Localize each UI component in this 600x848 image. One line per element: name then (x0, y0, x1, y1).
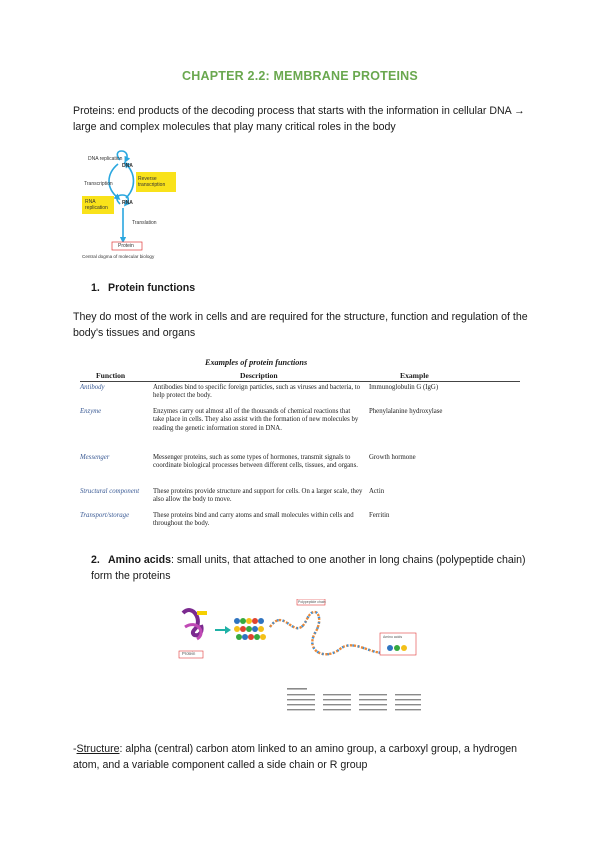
table-row-1-function: Antibody (80, 384, 105, 391)
polypeptide-chain (270, 612, 390, 654)
protein-label: Protein (118, 243, 134, 249)
structure-paragraph (73, 741, 538, 773)
table-header-description: Description (240, 371, 278, 380)
page-title: CHAPTER 2.2: MEMBRANE PROTEINS (182, 69, 418, 83)
table-row-3-example: Growth hormone (369, 454, 416, 461)
rna-label: RNA (122, 200, 133, 206)
dogma-caption: Central dogma of molecular biology (82, 254, 155, 259)
table-row-1-example: Immunoglobulin G (IgG) (369, 384, 439, 391)
section-2-text: : small units, that attached to one another in long chains (polypeptide chain) form the proteins (91, 554, 526, 582)
table-row-4-example: Actin (369, 488, 385, 495)
protein-figure-label: Protein (182, 651, 196, 656)
section-2-paragraph (91, 552, 531, 584)
dna-label-top: DNA (122, 163, 133, 169)
section-2-number: 2. (91, 554, 100, 566)
table-row-1-description: Antibodies bind to specific foreign particles, such as viruses and bacteria, to help protect the body. (153, 384, 361, 400)
protein-functions-table (80, 358, 520, 528)
table-row-4-function: Structural component (80, 488, 140, 495)
table-row-4-description: These proteins provide structure and support for cells. On a larger scale, they also allow the body to move. (153, 488, 363, 504)
table-row-5-example: Ferritin (369, 512, 390, 519)
amino-acids-figure-label: Amino acids (383, 635, 403, 639)
structure-text: : alpha (central) carbon atom linked to an amino group, a carboxyl group, a hydrogen atom, and a variable component called a side chain or R group (73, 743, 518, 771)
transcription-label: Transcription (84, 181, 113, 187)
table-header-example: Example (400, 371, 429, 380)
intro-paragraph: Proteins: end products of the decoding process that starts with the information in cellular DNA → large and complex molecules that play many critical roles in the body (73, 105, 525, 133)
table-row-3-description: Messenger proteins, such as some types of hormones, transmit signals to coordinate biological processes between different cells, tissues, and organs. (153, 454, 358, 470)
amino-acid-legend (175, 687, 425, 719)
polypeptide-label: Polypeptide chain (298, 600, 326, 604)
arrow-icon (215, 626, 231, 634)
reverse-transcription-label: Reverse transcription (138, 176, 166, 188)
section-2-title: Amino acids (108, 554, 171, 566)
central-dogma-diagram (80, 148, 184, 260)
table-title: Examples of protein functions (205, 358, 308, 367)
table-row-2-function: Enzyme (80, 408, 102, 415)
structure-prefix: - (73, 743, 77, 755)
polypeptide-illustration (175, 599, 425, 689)
table-row-2-example: Phenylalanine hydroxylase (369, 408, 443, 415)
table-row-5-function: Transport/storage (80, 512, 130, 519)
section-1-number: 1. (91, 282, 100, 294)
translation-label: Translation (132, 220, 157, 226)
table-row-5-description: These proteins bind and carry atoms and small molecules within cells and throughout the body. (153, 512, 354, 528)
amino-acid-chain-figure (175, 599, 425, 719)
section-1-text: They do most of the work in cells and are required for the structure, function and regulation of the body's tissues and organs (73, 311, 528, 339)
table-row-2-description: Enzymes carry out almost all of the thousands of chemical reactions that take place in cells. They also assist with the formation of new molecules by reading the genetic information stored in DNA. (153, 408, 359, 432)
dna-replication-label: DNA replication (88, 156, 123, 162)
amino-acid-beads (234, 618, 266, 640)
section-1-heading (91, 280, 195, 296)
structure-term: Structure (76, 743, 120, 755)
table-header-function: Function (96, 371, 126, 380)
table-row-3-function: Messenger (80, 454, 110, 461)
protein-3d-structure (183, 610, 207, 639)
section-1-title: Protein functions (108, 282, 196, 294)
table-header-rule (80, 381, 520, 382)
rna-replication-label: RNA replication (85, 199, 108, 211)
